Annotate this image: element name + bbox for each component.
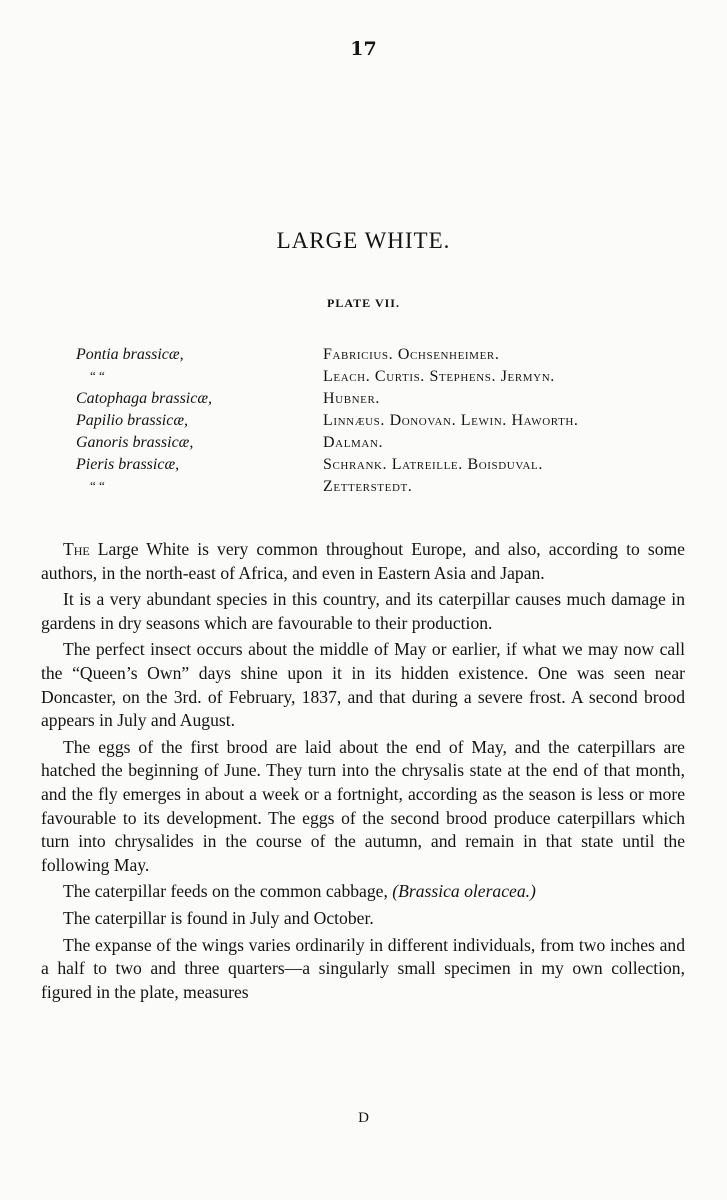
synonymy-row	[0, 478, 727, 500]
synonymy-row	[0, 434, 727, 456]
synonymy-row	[0, 412, 727, 434]
synonym-authors: Hubner.	[323, 390, 381, 407]
page-number: 17	[350, 38, 377, 60]
page-title: LARGE WHITE.	[276, 228, 451, 253]
paragraph-text: The caterpillar feeds on the common cabbage,	[63, 881, 393, 902]
paragraph-lead: The	[63, 539, 90, 559]
synonym-authors: Linnæus. Donovan. Lewin. Haworth.	[323, 412, 579, 429]
synonym-ditto: “ “	[90, 368, 105, 383]
body-text	[41, 538, 685, 1007]
synonymy-row	[0, 456, 727, 478]
synonym-ditto: “ “	[90, 478, 105, 493]
paragraph: The eggs of the first brood are laid about the end of May, and the caterpillars are hatched the beginning of June. They turn into the chrysalis state at the end of that month, and the fly emerges in about a week or a fortnight, according as the season is less or more favourable to its development. The eggs of the second brood produce caterpillars which turn into chrysalides in the course of the autumn, and remain in that state until the following May.	[41, 736, 685, 875]
synonymy-row	[0, 390, 727, 412]
paragraph: The caterpillar is found in July and October.	[63, 907, 374, 928]
paragraph: The expanse of the wings varies ordinarily in different individuals, from two inches and a half to two and three quarters—a singularly small specimen in my own collection, figured in the plate, measures	[41, 934, 685, 1002]
species-name: (Brassica oleracea.)	[392, 881, 536, 902]
paragraph	[41, 538, 685, 585]
synonym-name: Papilio brassicæ,	[76, 412, 189, 429]
synonym-name: Ganoris brassicæ,	[76, 434, 194, 451]
paragraph-text: Large White is very common throughout Europe, and also, according to some authors, in the north-east of Africa, and even in Eastern Asia and Japan.	[41, 539, 685, 583]
paragraph: The perfect insect occurs about the middle of May or earlier, if what we may now call the “Queen’s Own” days shine upon it in its hidden existence. One was seen near Doncaster, on the 3rd. of February, 1837, and that during a severe frost. A second brood appears in July and August.	[41, 639, 685, 731]
synonym-authors: Fabricius. Ochsenheimer.	[323, 346, 500, 363]
synonymy-row	[0, 368, 727, 390]
plate-heading: PLATE VII.	[327, 296, 400, 310]
synonymy-row	[0, 346, 727, 368]
signature-mark: D	[358, 1110, 369, 1126]
paragraph	[41, 880, 685, 904]
paragraph: It is a very abundant species in this country, and its caterpillar causes much damage in gardens in dry seasons which are favourable to their production.	[41, 589, 685, 633]
synonym-name: Pontia brassicæ,	[76, 346, 184, 363]
synonym-authors: Dalman.	[323, 434, 384, 451]
synonym-authors: Schrank. Latreille. Boisduval.	[323, 456, 543, 473]
synonym-authors: Zetterstedt.	[323, 478, 413, 495]
synonym-name: Pieris brassicæ,	[76, 456, 180, 473]
synonym-name: Catophaga brassicæ,	[76, 390, 213, 407]
synonym-authors: Leach. Curtis. Stephens. Jermyn.	[323, 368, 555, 385]
